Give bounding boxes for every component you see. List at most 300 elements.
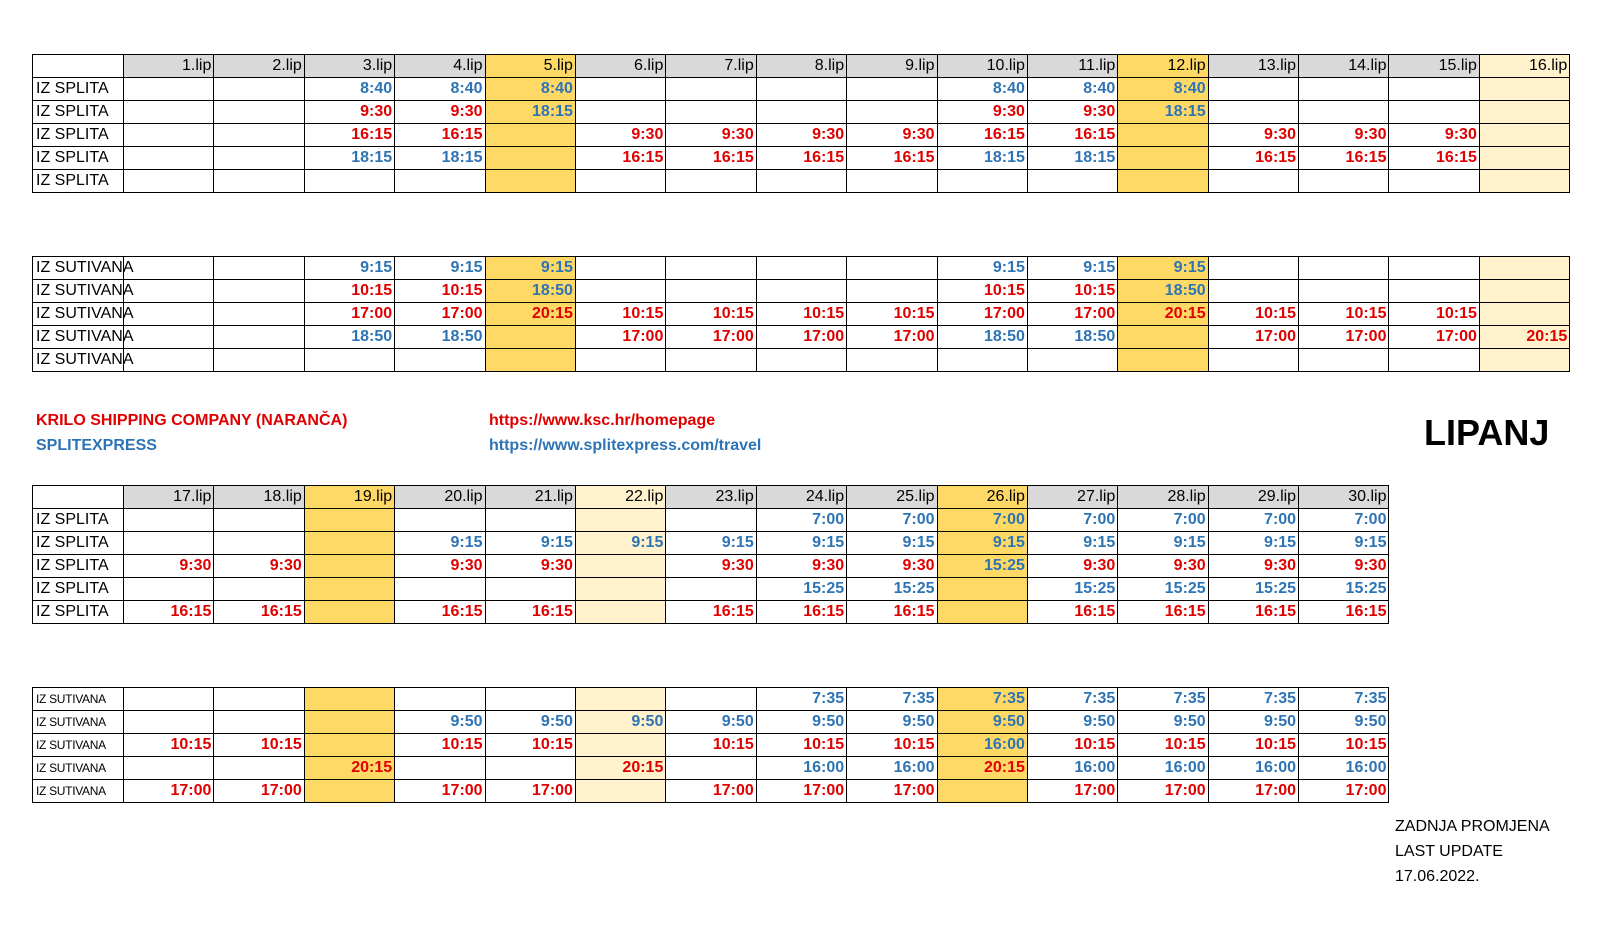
empty-cell bbox=[304, 688, 394, 711]
departure-time-krilo: 20:15 bbox=[1118, 303, 1208, 326]
departure-time-krilo: 17:00 bbox=[124, 780, 214, 803]
departure-time-krilo: 20:15 bbox=[937, 757, 1027, 780]
empty-cell bbox=[575, 509, 665, 532]
empty-cell bbox=[395, 349, 485, 372]
departure-time-krilo: 17:00 bbox=[1389, 326, 1479, 349]
empty-cell bbox=[937, 780, 1027, 803]
departure-time-splitexpress: 9:50 bbox=[1299, 711, 1389, 734]
date-header-cell: 20.lip bbox=[395, 486, 485, 509]
departure-time-splitexpress: 9:15 bbox=[395, 532, 485, 555]
departure-time-splitexpress: 15:25 bbox=[1027, 578, 1117, 601]
date-header-cell: 7.lip bbox=[666, 55, 756, 78]
empty-cell bbox=[124, 147, 214, 170]
departure-time-krilo: 16:15 bbox=[937, 124, 1027, 147]
empty-cell bbox=[575, 734, 665, 757]
departure-time-splitexpress: 9:50 bbox=[575, 711, 665, 734]
departure-time-splitexpress: 8:40 bbox=[937, 78, 1027, 101]
empty-cell bbox=[304, 734, 394, 757]
empty-cell bbox=[847, 170, 937, 193]
departure-time-krilo: 16:15 bbox=[1299, 147, 1389, 170]
departure-time-splitexpress: 18:15 bbox=[395, 147, 485, 170]
departure-row bbox=[33, 601, 1389, 624]
departure-time-splitexpress: 9:15 bbox=[756, 532, 846, 555]
empty-cell bbox=[666, 349, 756, 372]
empty-cell bbox=[124, 124, 214, 147]
empty-cell bbox=[756, 280, 846, 303]
departure-time-splitexpress: 9:50 bbox=[847, 711, 937, 734]
departure-time-krilo: 16:15 bbox=[1208, 601, 1298, 624]
row-origin-label: IZ SUTIVANA bbox=[33, 688, 124, 711]
date-header-cell: 22.lip bbox=[575, 486, 665, 509]
departure-time-splitexpress: 9:50 bbox=[756, 711, 846, 734]
empty-cell bbox=[214, 711, 304, 734]
empty-cell bbox=[214, 257, 304, 280]
row-origin-label: IZ SUTIVANA bbox=[33, 734, 124, 757]
empty-cell bbox=[214, 170, 304, 193]
departure-time-splitexpress: 9:15 bbox=[1027, 532, 1117, 555]
departure-time-krilo: 9:30 bbox=[1208, 555, 1298, 578]
empty-cell bbox=[214, 688, 304, 711]
departure-time-splitexpress: 9:15 bbox=[575, 532, 665, 555]
empty-cell bbox=[1389, 280, 1479, 303]
departure-time-splitexpress: 7:35 bbox=[1118, 688, 1208, 711]
header-corner-cell bbox=[33, 55, 124, 78]
date-header-cell: 29.lip bbox=[1208, 486, 1298, 509]
empty-cell bbox=[304, 711, 394, 734]
departure-time-krilo: 16:15 bbox=[666, 601, 756, 624]
departure-time-splitexpress: 9:15 bbox=[395, 257, 485, 280]
empty-cell bbox=[1479, 257, 1569, 280]
empty-cell bbox=[1208, 349, 1298, 372]
departure-time-splitexpress: 7:35 bbox=[937, 688, 1027, 711]
empty-cell bbox=[214, 147, 304, 170]
empty-cell bbox=[485, 688, 575, 711]
departure-time-splitexpress: 16:00 bbox=[756, 757, 846, 780]
departure-time-splitexpress: 18:50 bbox=[395, 326, 485, 349]
departure-time-splitexpress: 8:40 bbox=[395, 78, 485, 101]
empty-cell bbox=[1479, 280, 1569, 303]
departure-row bbox=[33, 555, 1389, 578]
row-origin-label: IZ SPLITA bbox=[33, 578, 124, 601]
departure-time-splitexpress: 18:50 bbox=[304, 326, 394, 349]
empty-cell bbox=[1389, 101, 1479, 124]
departure-time-krilo: 16:15 bbox=[666, 147, 756, 170]
empty-cell bbox=[1208, 170, 1298, 193]
empty-cell bbox=[847, 349, 937, 372]
departure-time-krilo: 10:15 bbox=[395, 280, 485, 303]
departure-time-krilo: 17:00 bbox=[847, 326, 937, 349]
departure-time-krilo: 10:15 bbox=[666, 303, 756, 326]
departure-time-krilo: 16:15 bbox=[395, 124, 485, 147]
departure-time-krilo: 9:30 bbox=[124, 555, 214, 578]
departure-time-splitexpress: 9:50 bbox=[395, 711, 485, 734]
empty-cell bbox=[756, 78, 846, 101]
departure-time-krilo: 10:15 bbox=[485, 734, 575, 757]
empty-cell bbox=[666, 688, 756, 711]
departure-time-krilo: 9:30 bbox=[575, 124, 665, 147]
empty-cell bbox=[124, 757, 214, 780]
departure-time-krilo: 10:15 bbox=[1389, 303, 1479, 326]
departure-time-krilo: 17:00 bbox=[214, 780, 304, 803]
empty-cell bbox=[1208, 101, 1298, 124]
departure-time-krilo: 17:00 bbox=[304, 303, 394, 326]
departure-time-splitexpress: 7:35 bbox=[1027, 688, 1117, 711]
date-header-cell: 11.lip bbox=[1027, 55, 1117, 78]
departure-time-krilo: 9:30 bbox=[214, 555, 304, 578]
departure-time-splitexpress: 8:40 bbox=[1027, 78, 1117, 101]
date-header-cell: 25.lip bbox=[847, 486, 937, 509]
departure-time-krilo: 17:00 bbox=[395, 303, 485, 326]
departure-row bbox=[33, 711, 1389, 734]
date-header-cell: 18.lip bbox=[214, 486, 304, 509]
empty-cell bbox=[124, 532, 214, 555]
empty-cell bbox=[666, 757, 756, 780]
empty-cell bbox=[575, 170, 665, 193]
departure-time-krilo: 17:00 bbox=[575, 326, 665, 349]
empty-cell bbox=[124, 101, 214, 124]
departure-time-krilo: 10:15 bbox=[1208, 303, 1298, 326]
departure-row bbox=[33, 303, 1570, 326]
date-header-cell: 13.lip bbox=[1208, 55, 1298, 78]
empty-cell bbox=[485, 170, 575, 193]
empty-cell bbox=[1299, 257, 1389, 280]
row-origin-label: IZ SPLITA bbox=[33, 101, 124, 124]
empty-cell bbox=[847, 257, 937, 280]
empty-cell bbox=[575, 688, 665, 711]
departure-time-krilo: 9:30 bbox=[666, 124, 756, 147]
departure-time-krilo: 10:15 bbox=[1208, 734, 1298, 757]
empty-cell bbox=[124, 280, 214, 303]
departure-time-splitexpress: 7:00 bbox=[937, 509, 1027, 532]
empty-cell bbox=[214, 124, 304, 147]
row-origin-label: IZ SUTIVANA bbox=[33, 349, 124, 372]
departure-time-splitexpress: 15:25 bbox=[847, 578, 937, 601]
departure-row bbox=[33, 78, 1570, 101]
empty-cell bbox=[1299, 78, 1389, 101]
departure-time-krilo: 9:30 bbox=[485, 555, 575, 578]
departure-time-krilo: 10:15 bbox=[1118, 734, 1208, 757]
empty-cell bbox=[395, 509, 485, 532]
departure-time-splitexpress: 9:15 bbox=[485, 532, 575, 555]
empty-cell bbox=[1479, 303, 1569, 326]
departure-row bbox=[33, 280, 1570, 303]
row-origin-label: IZ SUTIVANA bbox=[33, 757, 124, 780]
empty-cell bbox=[1208, 257, 1298, 280]
departure-time-krilo: 16:15 bbox=[1299, 601, 1389, 624]
departure-time-splitexpress: 7:00 bbox=[756, 509, 846, 532]
empty-cell bbox=[1479, 170, 1569, 193]
date-header-cell: 2.lip bbox=[214, 55, 304, 78]
departure-time-krilo: 9:30 bbox=[756, 555, 846, 578]
departure-row bbox=[33, 326, 1570, 349]
departure-time-splitexpress: 7:00 bbox=[1027, 509, 1117, 532]
departure-time-krilo: 17:00 bbox=[937, 303, 1027, 326]
departure-time-krilo: 10:15 bbox=[395, 734, 485, 757]
departure-time-krilo: 10:15 bbox=[666, 734, 756, 757]
empty-cell bbox=[756, 170, 846, 193]
splitexpress-company-name: SPLITEXPRESS bbox=[36, 437, 157, 454]
departure-time-krilo: 9:30 bbox=[756, 124, 846, 147]
row-origin-label: IZ SUTIVANA bbox=[33, 280, 124, 303]
empty-cell bbox=[1479, 124, 1569, 147]
departure-time-krilo: 9:30 bbox=[1299, 124, 1389, 147]
empty-cell bbox=[575, 257, 665, 280]
empty-cell bbox=[124, 326, 214, 349]
empty-cell bbox=[575, 78, 665, 101]
departure-time-krilo: 9:30 bbox=[1027, 101, 1117, 124]
departure-row bbox=[33, 170, 1570, 193]
empty-cell bbox=[1027, 349, 1117, 372]
departure-row bbox=[33, 101, 1570, 124]
departure-time-splitexpress: 16:00 bbox=[1299, 757, 1389, 780]
departure-time-splitexpress: 7:00 bbox=[1208, 509, 1298, 532]
departure-row bbox=[33, 509, 1389, 532]
departure-time-splitexpress: 18:15 bbox=[937, 147, 1027, 170]
empty-cell bbox=[214, 532, 304, 555]
row-origin-label: IZ SUTIVANA bbox=[33, 257, 124, 280]
empty-cell bbox=[124, 257, 214, 280]
empty-cell bbox=[1299, 280, 1389, 303]
empty-cell bbox=[666, 170, 756, 193]
date-header-cell: 6.lip bbox=[575, 55, 665, 78]
departure-time-splitexpress: 18:50 bbox=[937, 326, 1027, 349]
departure-time-krilo: 10:15 bbox=[756, 303, 846, 326]
empty-cell bbox=[124, 78, 214, 101]
row-origin-label: IZ SPLITA bbox=[33, 601, 124, 624]
departure-time-krilo: 16:15 bbox=[214, 601, 304, 624]
empty-cell bbox=[214, 326, 304, 349]
empty-cell bbox=[1208, 78, 1298, 101]
departure-time-splitexpress: 18:50 bbox=[1118, 280, 1208, 303]
empty-cell bbox=[214, 78, 304, 101]
empty-cell bbox=[1389, 257, 1479, 280]
last-update-label-hr: ZADNJA PROMJENA bbox=[1395, 818, 1550, 835]
empty-cell bbox=[756, 257, 846, 280]
date-header-cell: 17.lip bbox=[124, 486, 214, 509]
empty-cell bbox=[214, 509, 304, 532]
departure-time-krilo: 9:30 bbox=[395, 101, 485, 124]
departure-time-splitexpress: 9:15 bbox=[847, 532, 937, 555]
departure-row bbox=[33, 349, 1570, 372]
departure-time-krilo: 9:30 bbox=[395, 555, 485, 578]
empty-cell bbox=[1208, 280, 1298, 303]
departure-time-krilo: 20:15 bbox=[1479, 326, 1569, 349]
empty-cell bbox=[666, 280, 756, 303]
date-header-row bbox=[33, 55, 1570, 78]
departure-time-splitexpress: 18:15 bbox=[485, 101, 575, 124]
departure-time-splitexpress: 8:40 bbox=[304, 78, 394, 101]
date-header-cell: 16.lip bbox=[1479, 55, 1569, 78]
departure-time-splitexpress: 15:25 bbox=[1118, 578, 1208, 601]
empty-cell bbox=[124, 688, 214, 711]
empty-cell bbox=[666, 101, 756, 124]
date-header-cell: 26.lip bbox=[937, 486, 1027, 509]
empty-cell bbox=[124, 170, 214, 193]
departure-time-krilo: 16:15 bbox=[756, 601, 846, 624]
departure-time-krilo: 10:15 bbox=[1299, 734, 1389, 757]
empty-cell bbox=[937, 578, 1027, 601]
departure-row bbox=[33, 757, 1389, 780]
departure-time-splitexpress: 9:15 bbox=[937, 532, 1027, 555]
departure-time-splitexpress: 15:25 bbox=[756, 578, 846, 601]
empty-cell bbox=[124, 303, 214, 326]
departure-time-krilo: 17:00 bbox=[1299, 780, 1389, 803]
empty-cell bbox=[666, 257, 756, 280]
row-origin-label: IZ SUTIVANA bbox=[33, 780, 124, 803]
departure-time-splitexpress: 9:15 bbox=[304, 257, 394, 280]
departure-time-krilo: 16:15 bbox=[1389, 147, 1479, 170]
departure-time-krilo: 16:15 bbox=[1118, 601, 1208, 624]
departure-row bbox=[33, 124, 1570, 147]
empty-cell bbox=[575, 780, 665, 803]
row-origin-label: IZ SPLITA bbox=[33, 78, 124, 101]
empty-cell bbox=[485, 349, 575, 372]
empty-cell bbox=[1118, 124, 1208, 147]
empty-cell bbox=[1479, 78, 1569, 101]
departure-row bbox=[33, 688, 1389, 711]
departure-time-splitexpress: 9:50 bbox=[1118, 711, 1208, 734]
departure-time-krilo: 17:00 bbox=[666, 780, 756, 803]
empty-cell bbox=[1479, 101, 1569, 124]
empty-cell bbox=[937, 601, 1027, 624]
departure-time-krilo: 17:00 bbox=[1027, 303, 1117, 326]
departure-time-splitexpress: 18:15 bbox=[1027, 147, 1117, 170]
row-origin-label: IZ SPLITA bbox=[33, 532, 124, 555]
last-update-label-en: LAST UPDATE bbox=[1395, 843, 1503, 860]
departure-time-krilo: 16:15 bbox=[304, 124, 394, 147]
krilo-company-name: KRILO SHIPPING COMPANY (NARANČA) bbox=[36, 412, 348, 429]
departure-time-krilo: 10:15 bbox=[937, 280, 1027, 303]
date-header-cell: 12.lip bbox=[1118, 55, 1208, 78]
empty-cell bbox=[304, 780, 394, 803]
empty-cell bbox=[304, 578, 394, 601]
empty-cell bbox=[575, 280, 665, 303]
empty-cell bbox=[575, 601, 665, 624]
date-header-cell: 3.lip bbox=[304, 55, 394, 78]
departure-time-splitexpress: 9:15 bbox=[1299, 532, 1389, 555]
departure-time-krilo: 16:15 bbox=[756, 147, 846, 170]
date-header-cell: 23.lip bbox=[666, 486, 756, 509]
empty-cell bbox=[756, 101, 846, 124]
empty-cell bbox=[666, 509, 756, 532]
departure-row bbox=[33, 734, 1389, 757]
departure-time-krilo: 9:30 bbox=[666, 555, 756, 578]
empty-cell bbox=[1118, 326, 1208, 349]
empty-cell bbox=[485, 124, 575, 147]
empty-cell bbox=[756, 349, 846, 372]
empty-cell bbox=[1118, 170, 1208, 193]
empty-cell bbox=[1118, 147, 1208, 170]
departure-time-krilo: 17:00 bbox=[756, 326, 846, 349]
departure-time-splitexpress: 9:15 bbox=[1208, 532, 1298, 555]
departure-time-krilo: 17:00 bbox=[847, 780, 937, 803]
empty-cell bbox=[485, 326, 575, 349]
empty-cell bbox=[124, 578, 214, 601]
departure-time-krilo: 10:15 bbox=[847, 303, 937, 326]
row-origin-label: IZ SUTIVANA bbox=[33, 711, 124, 734]
departure-time-splitexpress: 7:00 bbox=[847, 509, 937, 532]
empty-cell bbox=[304, 555, 394, 578]
departure-time-splitexpress: 16:00 bbox=[937, 734, 1027, 757]
row-origin-label: IZ SPLITA bbox=[33, 147, 124, 170]
date-header-cell: 1.lip bbox=[124, 55, 214, 78]
krilo-url-link[interactable]: https://www.ksc.hr/homepage bbox=[489, 412, 716, 429]
departure-time-splitexpress: 16:00 bbox=[1118, 757, 1208, 780]
empty-cell bbox=[666, 78, 756, 101]
departure-time-krilo: 16:15 bbox=[124, 601, 214, 624]
row-origin-label: IZ SUTIVANA bbox=[33, 326, 124, 349]
empty-cell bbox=[304, 532, 394, 555]
empty-cell bbox=[304, 170, 394, 193]
empty-cell bbox=[124, 711, 214, 734]
departure-time-krilo: 9:30 bbox=[847, 124, 937, 147]
departure-time-krilo: 9:30 bbox=[1299, 555, 1389, 578]
empty-cell bbox=[1299, 170, 1389, 193]
departure-time-krilo: 10:15 bbox=[1027, 280, 1117, 303]
departure-time-krilo: 16:15 bbox=[1027, 124, 1117, 147]
departure-time-krilo: 9:30 bbox=[847, 555, 937, 578]
departure-time-splitexpress: 9:15 bbox=[666, 532, 756, 555]
date-header-cell: 15.lip bbox=[1389, 55, 1479, 78]
departure-time-krilo: 20:15 bbox=[304, 757, 394, 780]
departure-time-splitexpress: 9:50 bbox=[1027, 711, 1117, 734]
departure-time-krilo: 10:15 bbox=[847, 734, 937, 757]
empty-cell bbox=[1479, 147, 1569, 170]
empty-cell bbox=[485, 509, 575, 532]
empty-cell bbox=[1389, 78, 1479, 101]
departure-time-splitexpress: 18:50 bbox=[1027, 326, 1117, 349]
empty-cell bbox=[304, 349, 394, 372]
departure-time-splitexpress: 9:50 bbox=[937, 711, 1027, 734]
empty-cell bbox=[1389, 349, 1479, 372]
empty-cell bbox=[395, 578, 485, 601]
row-origin-label: IZ SPLITA bbox=[33, 124, 124, 147]
date-header-cell: 27.lip bbox=[1027, 486, 1117, 509]
date-header-cell: 10.lip bbox=[937, 55, 1027, 78]
empty-cell bbox=[395, 170, 485, 193]
date-header-cell: 28.lip bbox=[1118, 486, 1208, 509]
departure-time-krilo: 10:15 bbox=[304, 280, 394, 303]
departure-time-krilo: 17:00 bbox=[395, 780, 485, 803]
schedule-table-sutivan-1 bbox=[32, 256, 1570, 372]
departure-time-splitexpress: 9:50 bbox=[666, 711, 756, 734]
empty-cell bbox=[395, 757, 485, 780]
departure-time-splitexpress: 7:35 bbox=[1208, 688, 1298, 711]
departure-time-splitexpress: 15:25 bbox=[937, 555, 1027, 578]
departure-time-splitexpress: 7:35 bbox=[756, 688, 846, 711]
last-update-date: 17.06.2022. bbox=[1395, 868, 1480, 885]
departure-time-krilo: 16:15 bbox=[1027, 601, 1117, 624]
departure-time-krilo: 10:15 bbox=[124, 734, 214, 757]
empty-cell bbox=[1479, 349, 1569, 372]
empty-cell bbox=[575, 349, 665, 372]
departure-time-krilo: 17:00 bbox=[1118, 780, 1208, 803]
empty-cell bbox=[1118, 349, 1208, 372]
departure-time-splitexpress: 16:00 bbox=[1208, 757, 1298, 780]
departure-time-krilo: 10:15 bbox=[1027, 734, 1117, 757]
departure-time-splitexpress: 7:35 bbox=[847, 688, 937, 711]
splitexpress-url-link[interactable]: https://www.splitexpress.com/travel bbox=[489, 437, 762, 454]
departure-time-krilo: 10:15 bbox=[1299, 303, 1389, 326]
departure-time-splitexpress: 15:25 bbox=[1208, 578, 1298, 601]
empty-cell bbox=[575, 555, 665, 578]
empty-cell bbox=[395, 688, 485, 711]
departure-time-krilo: 10:15 bbox=[756, 734, 846, 757]
row-origin-label: IZ SPLITA bbox=[33, 555, 124, 578]
departure-time-splitexpress: 8:40 bbox=[485, 78, 575, 101]
schedule-table-sutivan-2 bbox=[32, 687, 1389, 803]
departure-time-krilo: 9:30 bbox=[1208, 124, 1298, 147]
